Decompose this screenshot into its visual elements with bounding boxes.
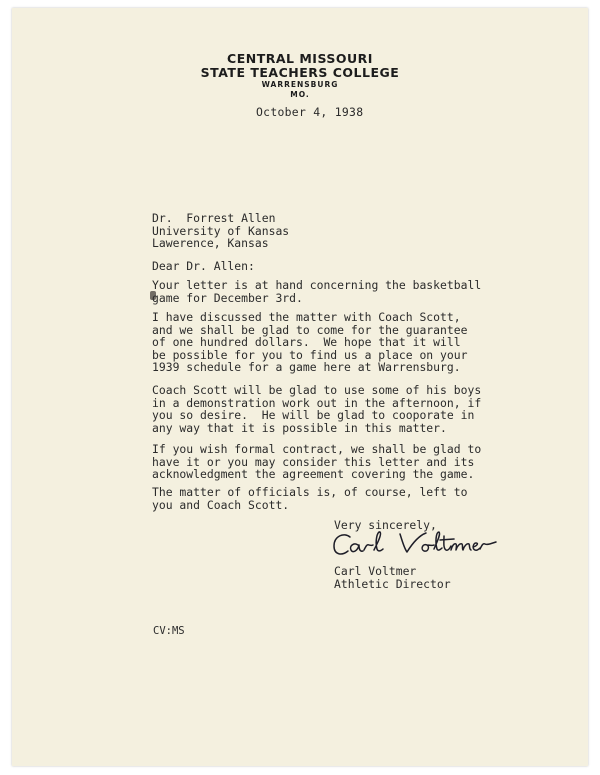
- paragraph-line: you so desire. He will be glad to cooporate in: [152, 408, 475, 423]
- paragraph-line: Your letter is at hand concerning the basketball: [152, 278, 482, 292]
- paragraph-1: [152, 279, 481, 304]
- recipient-address: [152, 212, 289, 250]
- letter-date: October 4, 1938: [256, 105, 364, 119]
- letterhead-college-line2: STATE TEACHERS COLLEGE: [200, 65, 400, 80]
- paragraph-line: The matter of officials is, of course, left to: [152, 485, 468, 499]
- handwritten-signature: [330, 528, 500, 562]
- paragraph-line: and we shall be glad to come for the guarantee: [152, 322, 468, 337]
- paragraph-5: [152, 486, 467, 511]
- paragraph-2: [152, 311, 467, 374]
- paragraph-line: in a demonstration work out in the afternoon, if: [152, 395, 482, 410]
- paragraph-line: acknowledgment the agreement covering the game.: [152, 467, 475, 482]
- salutation: Dear Dr. Allen:: [152, 259, 255, 273]
- letterhead-city: WARRENSBURG: [261, 80, 339, 89]
- paragraph-line: of one hundred dollars. We hope that it will: [152, 335, 461, 350]
- closing: Very sincerely,: [334, 518, 437, 532]
- paragraph-line: Coach Scott will be glad to use some of his boys: [152, 383, 482, 397]
- paragraph-line: If you wish formal contract, we shall be glad to: [152, 442, 482, 456]
- signature-block: [334, 565, 451, 590]
- paragraph-line: have it or you may consider this letter and its: [152, 454, 475, 469]
- letterhead-state: MO.: [290, 90, 310, 99]
- paragraph-line: game for December 3rd.: [152, 290, 303, 305]
- recipient-city: Lawerence, Kansas: [152, 236, 269, 251]
- paragraph-line: 1939 schedule for a game here at Warrensburg.: [152, 360, 461, 375]
- recipient-institution: University of Kansas: [152, 223, 290, 238]
- signer-name: Carl Voltmer: [334, 564, 417, 578]
- reference-initials: CV:MS: [153, 625, 185, 637]
- paragraph-line: any way that it is possible in this matter.: [152, 420, 447, 435]
- paragraph-3: [152, 384, 481, 434]
- recipient-name: Dr. Forrest Allen: [152, 211, 276, 225]
- paragraph-line: I have discussed the matter with Coach Scott,: [152, 310, 461, 324]
- paragraph-line: you and Coach Scott.: [152, 497, 290, 512]
- signer-title: Athletic Director: [334, 576, 451, 591]
- paragraph-4: [152, 443, 481, 481]
- letterhead-college-line1: CENTRAL MISSOURI: [227, 51, 373, 66]
- paragraph-line: be possible for you to find us a place on your: [152, 347, 468, 362]
